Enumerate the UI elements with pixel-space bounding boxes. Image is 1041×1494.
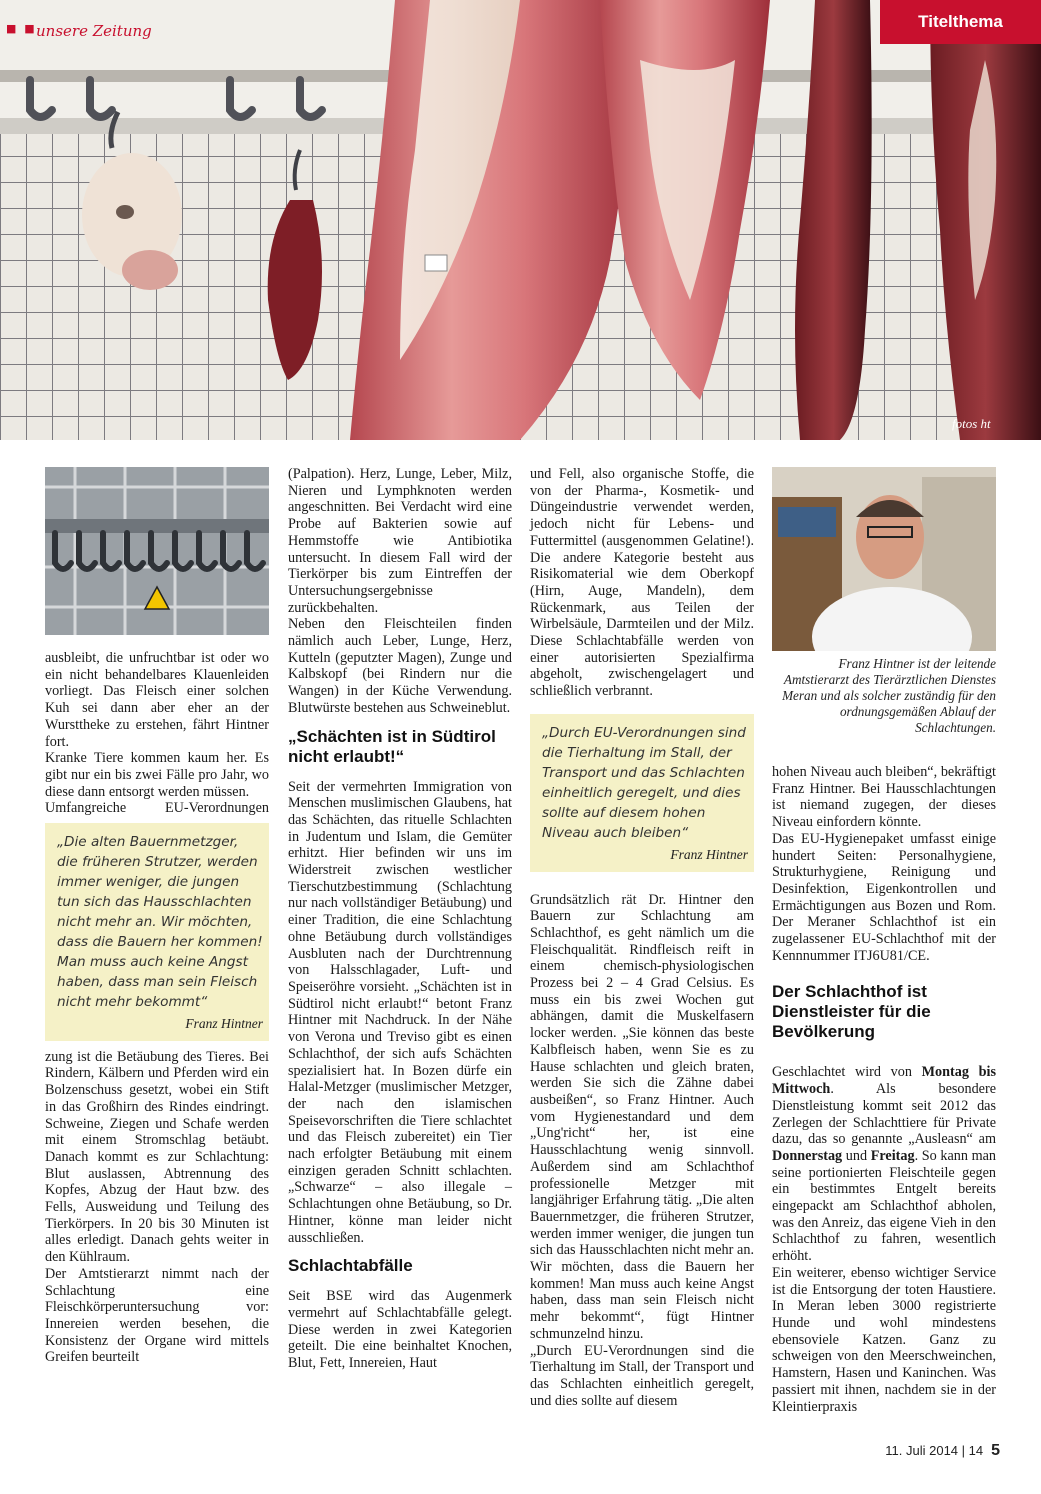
paragraph: „Durch EU-Verordnungen sind die Tierhaltung im Stall, der Transport und das Schlachten einheitlich geregelt, und dies sollte auf diesem bbox=[530, 1342, 754, 1409]
pull-quote bbox=[45, 823, 269, 1041]
pull-quote-text: „Durch EU-Verordnungen sind die Tierhaltung im Stall, der Transport und das Schlachten einheitlich geregelt, und dies sollte auf diesem hohen Niveau auch bleiben“ bbox=[542, 724, 746, 841]
photo-credit: fotos ht bbox=[952, 416, 991, 431]
text-run: Geschlachtet wird von bbox=[772, 1064, 922, 1081]
bold-run: Montag bis Mittwoch bbox=[772, 1064, 996, 1098]
slaughterhouse-photo bbox=[0, 0, 1041, 440]
paragraph: Seit BSE wird das Augenmerk vermehrt auf Schlachtabfälle gelegt. Diese werden in zwei Kategorien geteilt. Die eine beinhaltet Knochen, Blut, Fett, Innereien, Haut bbox=[288, 1288, 512, 1372]
column-1 bbox=[45, 650, 269, 1366]
paragraph: Seit der vermehrten Immigration von Menschen muslimischen Glaubens, hat das Schächten, das rituelle Schlachten in Judentum und Islam, die Gemüter erhitzt. Hier befinden wir uns im Widerstreit zwischen westlicher Tierschutzbestimmung (Schlachtung nur nach vollständiger Betäubung) und einer Tradition, die eine Schlachtung ohne Betäubung durch vollständiges Ausbluten nach der Durchtrennung von Halsschlagader, Luft- und Speiseröhre vorsieht. „Schächten ist in Südtirol nicht erlaubt!“ betont Franz Hintner mit Nachdruck. In der Nähe von Verona und Treviso gibt es einen Schlachthof, der sich aufs Schächten spezialisiert hat. In Bozen dürfe ein Halal-Metzger (muslimischer Metzger, der nach den islamischen Speisevorschriften die Tiere schlachtet und das Fleisch zubereitet) ein Tier nach erfolgter Betäubung mit einem einzigen geraden Schnitt schlachten. „Schwarze“ – also illegale – Schlachtungen ohne Betäubung, so Dr. Hintner, könne man leider nicht ausschließen. bbox=[288, 778, 512, 1246]
hooks-rail-image bbox=[45, 467, 269, 635]
pull-quote-author: Franz Hintner bbox=[670, 846, 748, 862]
bold-run: Donnerstag bbox=[772, 1147, 843, 1164]
text-run: und bbox=[842, 1147, 871, 1164]
paragraph: hohen Niveau auch bleiben“, bekräftigt Franz Hintner. Bei Hausschlachtungen ist niemand zugegen, der dieses Niveau einfordern könnte. bbox=[772, 764, 996, 831]
paragraph: Der Amtstierarzt nimmt nach der Schlachtung eine Fleischkörperuntersuchung vor: Innereien werden besehen, die Konsistenz der Organe wird mittels Greifen beurteilt bbox=[45, 1265, 269, 1366]
text-run: . So kann man seine portionierten Fleischteile gegen ein bestimmtes Entgelt bereits eingepackt am Schlachthof abholen, was den Anreiz, das eigene Vieh in den Schlachthof zu fahren, wesentlich erhöht. bbox=[772, 1147, 996, 1265]
pull-quote bbox=[530, 714, 754, 872]
issue-date: 11. Juli 2014 | 14 bbox=[885, 1443, 984, 1458]
portrait-image bbox=[772, 467, 996, 651]
hooks-photo bbox=[45, 467, 269, 635]
column-4 bbox=[772, 764, 996, 1415]
column-3 bbox=[530, 466, 754, 1409]
bold-run: Freitag bbox=[870, 1147, 915, 1164]
subheading: Schlachtabfälle bbox=[288, 1256, 413, 1276]
publication-marks: ■ ■ bbox=[6, 22, 37, 35]
section-tag: Titelthema bbox=[880, 0, 1041, 44]
pull-quote-text: „Die alten Bauernmetzger, die früheren Strutzer, werden immer weniger, die jungen tun sich das Hausschlachten nicht mehr an. Wir möchten, dass die Bauern her kommen! Man muss auch keine Angst haben, dass man sein Fleisch nicht mehr bekommt“ bbox=[57, 834, 263, 1011]
text-run: . Als besondere Dienstleistung kommt seit 2012 das Zerlegen der Schlachttiere für Private dazu, das so genannte „Ausleasn“ am bbox=[772, 1081, 996, 1148]
paragraph: zung ist die Betäubung des Tieres. Bei Rindern, Kälbern und Pferden wird ein Bolzenschuss gesetzt, wobei ein Stift in das Großhirn des Rindes eindringt. Schweine, Ziegen und Schafe werden mit einem Stromschlag betäubt. Danach kommt es zur Schlachtung: Blut auslassen, Abtrennung des Kopfes, Abzug der Haut bzw. des Fells, Ausweidung und Teilung des Tierkörpers. In 20 bis 30 Minuten ist alles erledigt. Danach gehts weiter in den Kühlraum. bbox=[45, 1048, 269, 1266]
paragraph: Kranke Tiere kommen kaum her. Es gibt nur ein bis zwei Fälle pro Jahr, wo diese dann entsorgt werden müssen. bbox=[45, 750, 269, 800]
paragraph: Umfangreiche EU-Verordnungen bbox=[45, 800, 269, 817]
portrait-photo bbox=[772, 467, 996, 651]
subheading: Der Schlachthof ist Dienstleister für die Bevölkerung bbox=[772, 982, 931, 1042]
column-2 bbox=[288, 466, 512, 1372]
pull-quote-author: Franz Hintner bbox=[185, 1016, 263, 1032]
paragraph: Ein weiterer, ebenso wichtiger Service ist die Entsorgung der toten Haustiere. In Meran leben 3000 registrierte Hunde und wohl mindestens ebensoviele Katzen. Ganz zu schweigen von den Meerschweinchen, Hamstern, Hasen und Kaninchen. Was passiert mit ihnen, nachdem sie in der Kleintierpraxis bbox=[772, 1264, 996, 1415]
paragraph: Grundsätzlich rät Dr. Hintner den Bauern zur Schlachtung am Schlachthof, es geht nämlich um die Fleischqualität. Rindfleisch reift in einem chemisch-physiologischen Prozess bei 2 – 4 Grad Celsius. Es muss ein bis zwei Wochen gut abhängen, damit die Muskelfasern locker werden. „Sie können das beste Kalbfleisch haben, wenn Sie es zu Hause schlachten und gleich braten, werden Sie sich die Zähne dabei ausbeißen“, so Franz Hintner. Auch vom Hygienestandard und dem „Ung'richt“ her, ist eine Hausschlachtung wenig sinnvoll. Außerdem sind am Schlachthof professionelle Metzger mit langjähriger Erfahrung tätig. „Die alten Bauernmetzger, die früheren Strutzer, werden immer weniger, die jungen tun sich das Hausschlachten nicht mehr an. Wir möchten, dass die Bauern her kommen! Man muss auch keine Angst haben, dass man sein Fleisch nicht mehr bekommt“, fügt Hintner schmunzelnd hinzu. bbox=[530, 891, 754, 1342]
page-footer bbox=[840, 1442, 1000, 1460]
hero-photo bbox=[0, 0, 1041, 440]
subheading: „Schächten ist in Südtirol nicht erlaubt!“ bbox=[288, 726, 496, 766]
paragraph: ausbleibt, die unfruchtbar ist oder wo ein nicht behandelbares Klauenleiden vorliegt. Das Fleisch einer solchen Kuh sei dann aber eher an der Wursttheke zu erstehen, fährt Hintner fort. bbox=[45, 650, 269, 750]
paragraph bbox=[772, 1064, 996, 1264]
paragraph: und Fell, also organische Stoffe, die von der Pharma-, Kosmetik- und Düngeindustrie verwendet werden, jedoch nicht für Lebens- und Futtermittel (ausgenommen Gelatine!). Die andere Kategorie besteht aus Risikomaterial wie dem Oberkopf (Hirn, Auge, Mandeln), dem Rückenmark, aus Teilen der Wirbelsäule, Darmteilen und der Milz. Diese Schlachtabfälle werden von einer autorisierten Spezialfirma abgeholt, zwischengelagert und schließlich verbrannt. bbox=[530, 466, 754, 700]
paragraph: Neben den Fleischteilen finden nämlich auch Leber, Lunge, Herz, Kutteln (geputzter Magen), Zunge und Kalbskopf (bei Rindern nur die Wangen) in der Küche Verwendung. Blutwürste bestehen aus Schweineblut. bbox=[288, 616, 512, 716]
page-number: 5 bbox=[991, 1442, 1000, 1459]
portrait-caption: Franz Hintner ist der leitende Amtstierarzt des Tierärztlichen Dienstes Meran und als solcher zuständig für den ordnungsgemäßen Ablauf der Schlachtungen. bbox=[782, 656, 996, 735]
paragraph: (Palpation). Herz, Lunge, Leber, Milz, Nieren und Lymphknoten werden angeschnitten. Bei Verdacht wird eine Probe auf Bakterien sowie auf Hemmstoffe wie Antibiotika untersucht. In diesem Fall wird der Tierkörper bis zum Eintreffen der Untersuchungsergebnisse zurückbehalten. bbox=[288, 466, 512, 616]
paragraph: Das EU-Hygienepaket umfasst einige hundert Seiten: Personalhygiene, Strukturhygiene, Reinigung und Desinfektion, Eigenkontrollen und Ermächtigungen aus Bozen und Rom. Der Meraner Schlachthof ist ein zugelassener EU-Schlachthof mit der Kennnummer ITJ6U81/CE. bbox=[772, 830, 996, 964]
publication-logo: unsere Zeitung bbox=[36, 22, 152, 40]
